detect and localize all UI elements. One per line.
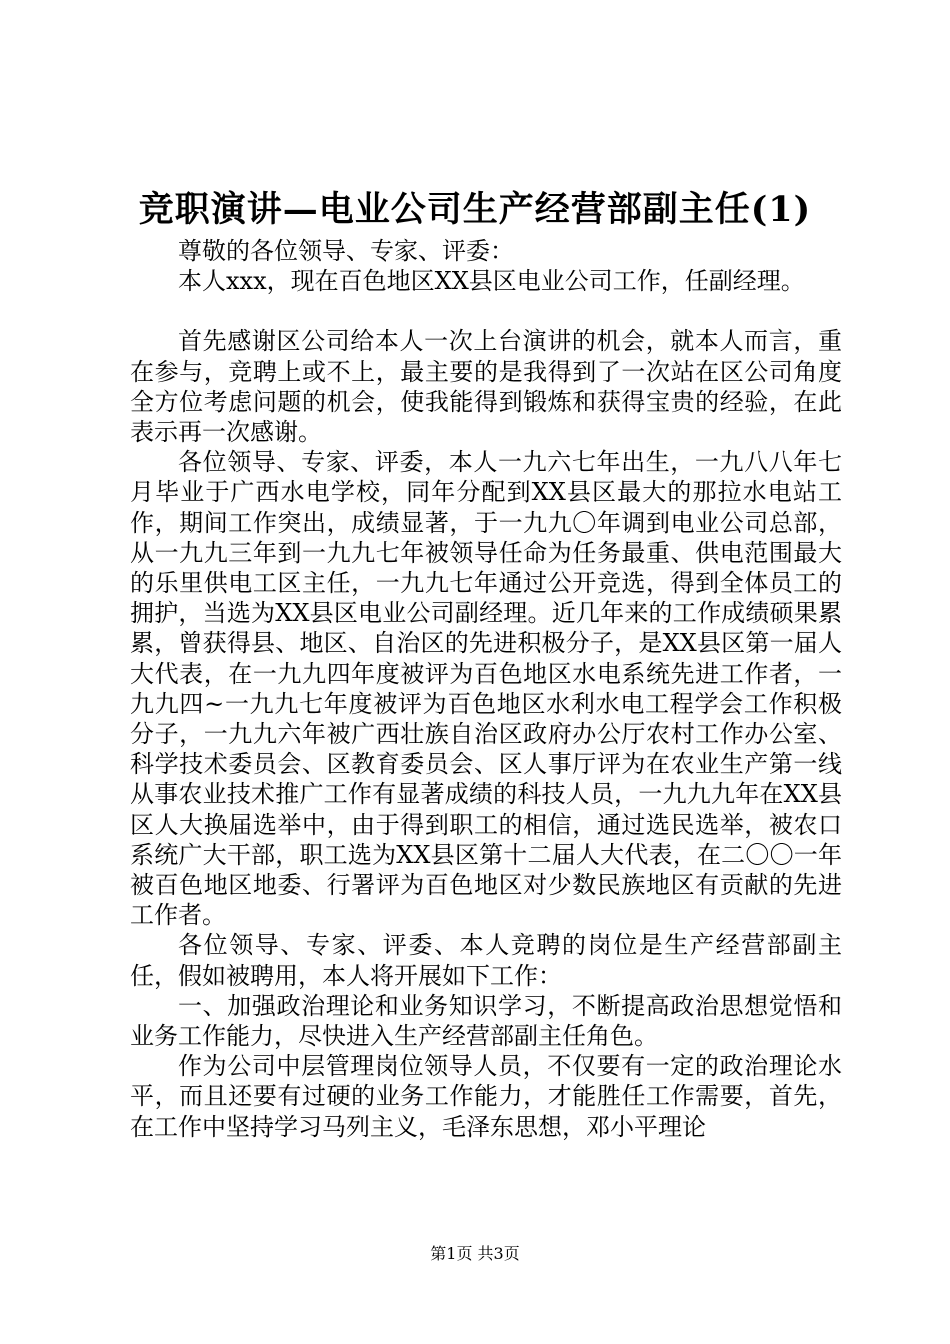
document-title: 竞职演讲—电业公司生产经营部副主任(1) (138, 189, 812, 230)
paragraph-salutation: 尊敬的各位领导、专家、评委： (178, 237, 514, 265)
page-footer: 第1页 共3页 (430, 1244, 520, 1263)
paragraph-plan-detail: 作为公司中层管理岗位领导人员，不仅要有一定的政治理论水平，而且还要有过硬的业务工作能力，才能胜任工作需要，首先，在工作中坚持学习马列主义，毛泽东思想，邓小平理论 (130, 1052, 842, 1141)
paragraph-thanks: 首先感谢区公司给本人一次上台演讲的机会，就本人而言，重在参与，竞聘上或不上，最主要的是我得到了一次站在区公司角度全方位考虑问题的机会，使我能得到锻炼和获得宝贵的经验，在此表示再一次感谢。 (130, 327, 842, 447)
paragraph-background: 各位领导、专家、评委，本人一九六七年出生，一九八八年七月毕业于广西水电学校，同年分配到XX县区最大的那拉水电站工作，期间工作突出，成绩显著，于一九九〇年调到电业公司总部，从一九九三年到一九九七年被领导任命为任务最重、供电范围最大的乐里供电工区主任，一九九七年通过公开竞选，得到全体员工的拥护，当选为XX县区电业公司副经理。近几年来的工作成绩硕果累累，曾获得县、地区、自治区的先进积极分子，是XX县区第一届人大代表，在一九九四年度被评为百色地区水电系统先进工作者，一九九四~一九九七年度被评为百色地区水利水电工程学会工作积极分子，一九九六年被广西壮族自治区政府办公厅农村工作办公室、科学技术委员会、区教育委员会、区人事厅评为在农业生产第一线从事农业技术推广工作有显著成绩的科技人员，一九九九年在XX县区人大换届选举中，由于得到职工的相信，通过选民选举，被农口系统广大干部，职工选为XX县区第十二届人大代表，在二〇〇一年被百色地区地委、行署评为百色地区对少数民族地区有贡献的先进工作者。 (130, 448, 842, 930)
document-body (130, 236, 842, 1142)
paragraph-plan-item-1: 一、加强政治理论和业务知识学习，不断提高政治思想觉悟和业务工作能力，尽快进入生产经营部副主任角色。 (130, 991, 842, 1051)
paragraph-position: 各位领导、专家、评委、本人竞聘的岗位是生产经营部副主任，假如被聘用，本人将开展如下工作： (130, 931, 842, 990)
paragraph-self-intro: 本人xxx，现在百色地区XX县区电业公司工作，任副经理。 (178, 267, 805, 296)
